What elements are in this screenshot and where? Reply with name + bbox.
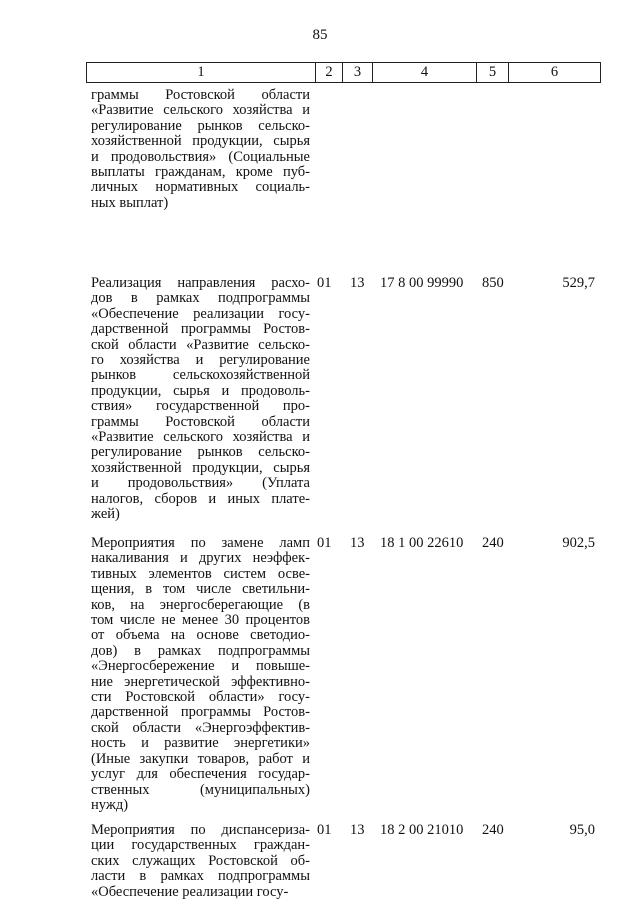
description-line: регулирование рынков сельско-: [91, 117, 310, 134]
column-header-1: 1: [197, 64, 205, 80]
budget-table: [86, 62, 601, 900]
description-line: (Иные закупки товаров, работ и: [91, 750, 310, 767]
description-line: «Обеспечение реализации госу-: [91, 883, 289, 900]
description-line: «Развитие сельского хозяйства и: [91, 429, 310, 446]
description-line: Реализация направления расхо-: [91, 275, 310, 291]
description-line: тивных элементов систем осве-: [91, 565, 310, 582]
description-line: ность и развитие энергетики»: [91, 735, 310, 752]
description-line: регулирование рынков сельско-: [91, 444, 310, 461]
description-line: «Обеспечение реализации госу-: [91, 305, 310, 322]
section-code: 01: [317, 275, 332, 291]
description-line: граммы Ростовской области: [91, 413, 310, 430]
description-line: ции государственных граждан-: [91, 837, 310, 854]
description-line: ных выплат): [91, 194, 169, 211]
description-line: дарственной программы Ростов-: [91, 321, 310, 338]
description-line: «Энергосбережение и повыше-: [91, 658, 310, 675]
row-description: [91, 536, 310, 813]
subsection-code: 13: [350, 535, 365, 551]
expense-type-code: 850: [482, 275, 504, 291]
description-line: ских служащих Ростовской об-: [91, 852, 310, 869]
description-line: и продовольствия» (Уплата: [91, 475, 310, 492]
description-line: ской области «Энергоэффектив-: [91, 719, 310, 736]
amount-value: 902,5: [562, 535, 595, 551]
description-line: накаливания и других неэффек-: [91, 550, 310, 567]
description-line: щения, в том числе светильни-: [91, 581, 310, 598]
description-line: Мероприятия по диспансериза-: [91, 822, 310, 838]
row-description: [91, 88, 310, 211]
page-number: 85: [312, 27, 328, 43]
description-line: дарственной программы Ростов-: [91, 704, 310, 721]
description-line: от объема на основе светодио-: [91, 627, 310, 644]
column-header-5: 5: [476, 63, 508, 82]
section-code: 01: [317, 535, 332, 551]
description-line: налогов, сборов и иных плате-: [91, 490, 310, 507]
description-line: ние энергетической эффективно-: [91, 673, 310, 690]
description-line: го хозяйства и регулирование: [91, 352, 310, 369]
description-line: ственных (муниципальных): [91, 781, 310, 798]
section-code: 01: [317, 822, 332, 838]
subsection-code: 13: [350, 822, 365, 838]
target-article-code: 17 8 00 99990: [380, 275, 464, 291]
description-line: выплаты гражданам, кроме пуб-: [91, 164, 310, 181]
description-line: и продовольствия» (Социальные: [91, 148, 310, 165]
description-line: ской области «Развитие сельско-: [91, 336, 310, 353]
column-header-3: 3: [342, 63, 372, 82]
column-header-6: 6: [508, 63, 600, 82]
description-line: сти Ростовской области» госу-: [91, 689, 310, 706]
description-line: «Развитие сельского хозяйства и: [91, 102, 310, 119]
description-line: граммы Ростовской области: [91, 87, 310, 103]
amount-value: 529,7: [562, 275, 595, 291]
description-line: ков, на энергосберегающие (в: [91, 596, 310, 613]
description-line: дов в рамках подпрограммы: [91, 290, 310, 307]
expense-type-code: 240: [482, 535, 504, 551]
description-line: личных нормативных социаль-: [91, 179, 310, 196]
description-line: услуг для обеспечения государ-: [91, 766, 310, 783]
row-description: [91, 276, 310, 523]
description-line: продукции, сырья и продоволь-: [91, 382, 310, 399]
description-line: хозяйственной продукции, сырья: [91, 459, 310, 476]
description-line: ствия» государственной про-: [91, 398, 310, 415]
description-line: хозяйственной продукции, сырья: [91, 133, 310, 150]
expense-type-code: 240: [482, 822, 504, 838]
amount-value: 95,0: [569, 822, 595, 838]
description-line: том числе не менее 30 процентов: [91, 612, 310, 629]
target-article-code: 18 1 00 22610: [380, 535, 464, 551]
column-header-4: 4: [372, 63, 476, 82]
description-line: рынков сельскохозяйственной: [91, 367, 310, 384]
description-line: дов) в рамках подпрограммы: [91, 642, 310, 659]
target-article-code: 18 2 00 21010: [380, 822, 464, 838]
description-line: жей): [91, 506, 120, 523]
column-header-2: 2: [315, 63, 342, 82]
subsection-code: 13: [350, 275, 365, 291]
description-line: нужд): [91, 796, 129, 813]
table-header: [86, 62, 601, 83]
row-description: [91, 823, 310, 900]
description-line: Мероприятия по замене ламп: [91, 535, 310, 551]
description-line: ласти в рамках подпрограммы: [91, 868, 310, 885]
